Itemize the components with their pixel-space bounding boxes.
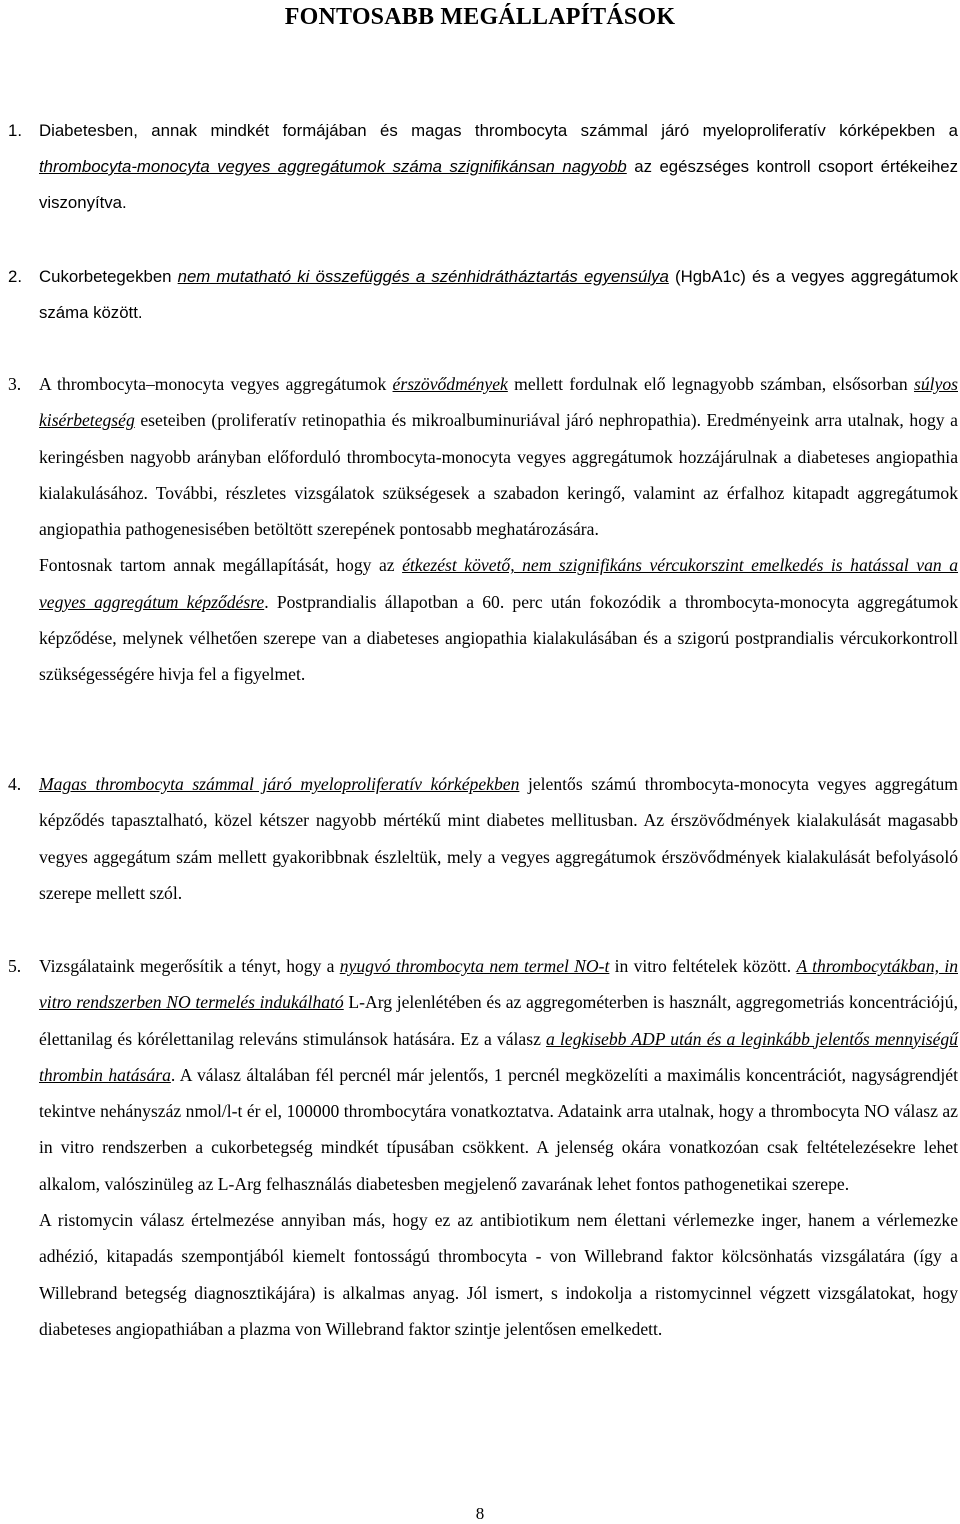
finding-number: 4. xyxy=(8,774,22,794)
paragraph xyxy=(39,113,958,221)
text-run: Diabetesben, annak mindkét formájában és magas thrombocyta számmal járó myeloproliferatív kórképekben a xyxy=(39,121,958,140)
emphasized-text: étkezést követő, nem szignifikáns vércukorszint emelkedés is hatással van a vegyes aggregátum képződésre xyxy=(39,555,959,612)
finding-number: 2. xyxy=(8,267,22,286)
paragraph xyxy=(39,766,958,911)
finding-2 xyxy=(8,259,958,331)
emphasized-text: A thrombocytákban, in vitro rendszerben NO termelés indukálható xyxy=(39,956,958,1013)
finding-body xyxy=(39,948,958,1347)
emphasized-text: a legkisebb ADP után és a leginkább jelentős mennyiségű thrombin hatására xyxy=(39,1028,958,1085)
text-run: mellett fordulnak elő legnagyobb számban, elsősorban xyxy=(507,374,915,394)
paragraph xyxy=(39,259,958,331)
emphasized-text: Magas thrombocyta számmal járó myeloproliferatív kórképekben xyxy=(39,774,520,794)
text-run: jelentős számú thrombocyta-monocyta vegyes aggregátum képződés tapasztalható, közel kétszer nagyobb mértékű mint diabetes mellitusban. Az érszövődmények kialakulását magasabb vegyes aggegátum szám mellett gyakoribbnak észleltük, mely a vegyes aggregátumok érszövődmények kialakulását befolyásoló szerepe mellett szól. xyxy=(39,774,958,903)
emphasized-text: nyugvó thrombocyta nem termel NO-t xyxy=(339,956,610,976)
finding-body xyxy=(39,366,958,693)
finding-body xyxy=(39,113,958,221)
page-number: 8 xyxy=(475,1504,485,1523)
finding-number: 1. xyxy=(8,121,22,140)
finding-number: 3. xyxy=(8,374,22,394)
paragraph xyxy=(39,948,958,1202)
text-run: . A válasz általában fél percnél már jelentős, 1 percnél megközelíti a maximális koncentrációt, nagyságrendjét tekintve nehányszáz nmol/l-t ér el, 100000 thrombocytára vonatkoztatva. Adataink arra utalnak, hogy a thrombocyta NO válasz az in vitro rendszerben a cukorbetegség mindkét típusában csökkent. A jelenség okára vonatkozóan csak feltételezésekre lehet alkalom, valószinüleg az L-Arg felhasználás diabetesben megjelenő zavarának lehet fontos pathogenetikai szerepe. xyxy=(39,1064,959,1194)
finding-5 xyxy=(8,948,959,1347)
text-run: Cukorbetegekben xyxy=(39,267,178,286)
text-run: Fontosnak tartom annak megállapítását, hogy az xyxy=(39,555,403,576)
text-run: (HgbA1c) és a vegyes aggregátumok száma között. xyxy=(39,267,958,322)
text-run: A ristomycin válasz értelmezése annyiban más, hogy ez az antibiotikum nem élettani vérlemezke inger, hanem a vérlemezke adhézió, kitapadás szempontjából kiemelt fontosságú thrombocyta - von Willebrand faktor kölcsönhatás vizsgálatára (így a Willebrand betegség diagnosztikájára) is alkalmas anyag. Jól ismert, s indokolja a ristomycinnel végzett vizsgálatokat, hogy diabeteses angiopathiában a plazma von Willebrand faktor szintje jelentősen emelkedett. xyxy=(39,1210,958,1339)
text-run: Vizsgálataink megerősítik a tényt, hogy a xyxy=(39,956,340,976)
emphasized-text: thrombocyta-monocyta vegyes aggregátumok száma szignifikánsan nagyobb xyxy=(39,157,627,176)
finding-body xyxy=(39,259,958,331)
emphasized-text: érszövődmények xyxy=(392,374,508,394)
text-run: in vitro feltételek között. xyxy=(609,956,797,976)
finding-number: 5. xyxy=(8,956,22,976)
emphasized-text: nem mutatható ki összefüggés a szénhidrátháztartás egyensúlya xyxy=(177,267,669,286)
finding-1 xyxy=(8,113,958,221)
text-run: az egészséges kontroll csoport értékeihez viszonyítva. xyxy=(39,157,958,212)
text-run: A thrombocyta–monocyta vegyes aggregátumok xyxy=(39,374,393,394)
finding-3 xyxy=(8,366,959,693)
text-run: . Postprandialis állapotban a 60. perc után fokozódik a thrombocyta-monocyta aggregátumok képződése, melynek vélhetően szerepe van a diabeteses angiopathia kialakulásában és a szigorú postprandialis vércukorkontroll szükségességére hivja fel a figyelmet. xyxy=(39,591,958,685)
paragraph xyxy=(39,1202,958,1347)
paragraph xyxy=(39,547,958,692)
paragraph xyxy=(39,366,958,547)
page-title: FONTOSABB MEGÁLLAPÍTÁSOK xyxy=(284,4,676,30)
text-run: eseteiben (proliferatív retinopathia és mikroalbuminuriával járó nephropathia). Eredményeink arra utalnak, hogy a keringésben nagyobb arányban előforduló thrombocyta-monocyta vegyes aggregátumok hozzájárulnak a diabeteses angiopathia kialakulásához. További, részletes vizsgálatok szükségesek a szabadon keringő, valamint az érfalhoz kitapadt aggregátumok angiopathia pathogenesisében betöltött szerepének pontosabb meghatározására. xyxy=(39,410,958,540)
emphasized-text: súlyos kisérbetegség xyxy=(39,374,958,431)
text-run: L-Arg jelenlétében és az aggregométerben is használt, aggregometriás koncentrációjú, élettanilag és kórélettanilag releváns stimulánsok hatására. Ez a válasz xyxy=(39,992,958,1049)
finding-body xyxy=(39,766,958,911)
finding-4 xyxy=(8,766,958,911)
